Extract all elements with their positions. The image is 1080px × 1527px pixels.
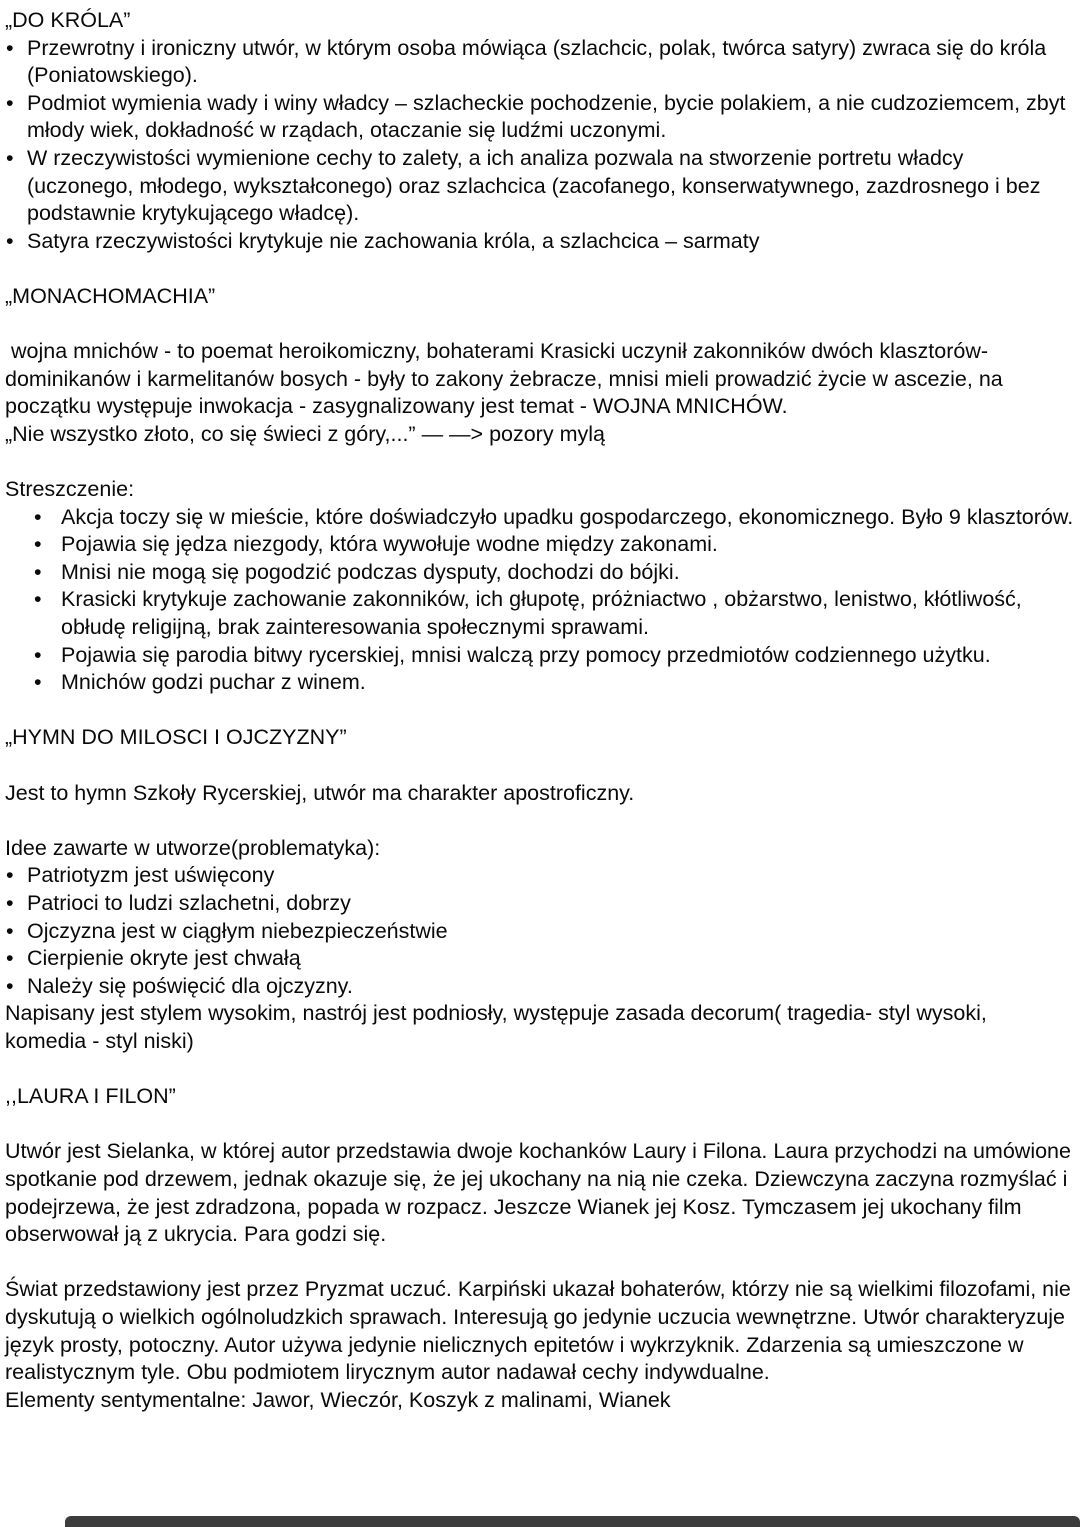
bullet-marker-icon: •: [6, 891, 14, 915]
section-heading: „HYMN DO MILOSCI I OJCZYZNY”: [5, 725, 347, 750]
blank-line: [5, 1111, 1074, 1139]
item-text: Cierpienie okryte jest chwałą: [27, 946, 301, 971]
bullet-marker-icon: •: [6, 918, 14, 943]
bullet-marker-icon: •: [34, 532, 42, 557]
paragraph: Utwór jest Sielanka, w której autor przedstawia dwoje kochanków Laury i Filona. Laura przychodzi na umówione spotkanie pod drzewem, jednak okazuje się, że jej ukochany na nią nie czeka. Dziewczyna zaczyna rozmyślać i podejrzewa, że jest zdradzona, popada w rozpacz. Jeszcze Wianek jej Kosz. Tymczasem jej ukochany film obserwował ją z ukrycia. Para godzi się.: [5, 1139, 1077, 1247]
item-text: Ojczyzna jest w ciągłym niebezpieczeństwie: [27, 918, 448, 943]
bullet-item: [5, 862, 1074, 890]
blank-line: [5, 1249, 1074, 1277]
item-text: Pojawia się parodia bitwy rycerskiej, mnisi walczą przy pomocy przedmiotów codziennego użytku.: [61, 642, 991, 667]
item-text: Przewrotny i ironiczny utwór, w którym osoba mówiąca (szlachcic, polak, twórca satyry) zwraca się do króla (Poniatowskiego).: [27, 35, 1053, 88]
paragraph: Elementy sentymentalne: Jawor, Wieczór, Koszyk z malinami, Wianek: [5, 1387, 671, 1412]
item-text: Patrioci to ludzi szlachetni, dobrzy: [27, 891, 351, 915]
item-text: Mnichów godzi puchar z winem.: [61, 670, 366, 695]
bullet-marker-icon: •: [6, 35, 14, 60]
item-text: Patriotyzm jest uświęcony: [27, 863, 275, 888]
list-item: [5, 586, 1074, 641]
paragraph: „Nie wszystko złoto, co się świeci z góry,...” — —> pozory mylą: [5, 421, 605, 446]
bullet-marker-icon: •: [6, 863, 14, 888]
bullet-marker-icon: •: [6, 228, 14, 253]
list-item: [5, 531, 1074, 559]
item-text: Mnisi nie mogą się pogodzić podczas dysputy, dochodzi do bójki.: [61, 559, 680, 584]
bullet-marker-icon: •: [34, 587, 42, 612]
section-heading: „MONACHOMACHIA”: [5, 283, 216, 308]
item-text: Satyra rzeczywistości krytykuje nie zachowania króla, a szlachcica – sarmaty: [27, 228, 760, 253]
bottom-bar: [65, 1516, 1080, 1527]
bullet-marker-icon: •: [6, 973, 14, 998]
item-text: Należy się poświęcić dla ojczyzny.: [27, 973, 353, 998]
bullet-marker-icon: •: [34, 559, 42, 584]
list-item: [5, 642, 1074, 670]
item-text: Podmiot wymienia wady i winy władcy – szlacheckie pochodzenie, bycie polakiem, a nie cudzoziemcem, zbyt młody wiek, dokładność w rządach, otaczanie się ludźmi uczonymi.: [27, 90, 1072, 143]
bullet-marker-icon: •: [34, 642, 42, 667]
blank-line: [5, 1056, 1074, 1084]
item-text: W rzeczywistości wymienione cechy to zalety, a ich analiza pozwala na stworzenie portretu władcy (uczonego, młodego, wykształconego) oraz szlachcica (zacofanego, konserwatywnego, zazdrosnego i bez podstawnie krytykującego władcę).: [27, 145, 1047, 226]
blank-line: [5, 697, 1074, 725]
blank-line: [5, 752, 1074, 780]
list-item: [5, 504, 1074, 532]
bullet-marker-icon: •: [34, 504, 42, 529]
paragraph: Idee zawarte w utworze(problematyka):: [5, 835, 381, 860]
bullet-item: [5, 90, 1074, 145]
item-text: Akcja toczy się w mieście, które doświadczyło upadku gospodarczego, ekonomicznego. Było 9 klasztorów.: [61, 504, 1074, 529]
bullet-marker-icon: •: [6, 145, 14, 170]
paragraph: Napisany jest stylem wysokim, nastrój jest podniosły, występuje zasada decorum( tragedia- styl wysoki, komedia - styl niski): [5, 1001, 993, 1053]
list-item: [5, 559, 1074, 587]
bullet-item: [5, 890, 1074, 918]
bullet-item: [5, 35, 1074, 90]
bullet-item: [5, 918, 1074, 946]
bullet-item: [5, 228, 1074, 256]
blank-line: [5, 807, 1074, 835]
paragraph: Streszczenie:: [5, 477, 135, 502]
bullet-marker-icon: •: [6, 90, 14, 115]
list-item: [5, 669, 1074, 697]
blank-line: [5, 255, 1074, 283]
bullet-marker-icon: •: [6, 946, 14, 971]
blank-line: [5, 449, 1074, 477]
blank-line: [5, 311, 1074, 339]
paragraph: Świat przedstawiony jest przez Pryzmat uczuć. Karpiński ukazał bohaterów, którzy nie są wielkimi filozofami, nie dyskutują o wielkich ogólnoludzkich sprawach. Interesują go jedynie uczucia wewnętrzne. Utwór charakteryzuje język prosty, potoczny. Autor używa jedynie nielicznych epitetów i wykrzyknik. Zdarzenia są umieszczone w realistycznym tyle. Obu podmiotem lirycznym autor nadawał cechy indywdualne.: [5, 1277, 1077, 1385]
bullet-marker-icon: •: [34, 670, 42, 695]
bullet-item: [5, 145, 1074, 228]
paragraph: wojna mnichów - to poemat heroikomiczny, bohaterami Krasicki uczynił zakonników dwóch klasztorów- dominikanów i karmelitanów bosych - były to zakony żebracze, mnisi mieli prowadzić życie w ascezie, na początku występuje inwokacja - zasygnalizowany jest temat - WOJNA MNICHÓW.: [5, 339, 1009, 419]
bullet-item: [5, 973, 1074, 1001]
bullet-item: [5, 945, 1074, 973]
section-heading: ,,LAURA I FILON”: [5, 1084, 176, 1109]
paragraph: Jest to hymn Szkoły Rycerskiej, utwór ma charakter apostroficzny.: [5, 780, 635, 805]
item-text: Pojawia się jędza niezgody, która wywołuje wodne między zakonami.: [61, 532, 718, 557]
item-text: Krasicki krytykuje zachowanie zakonników, ich głupotę, próżniactwo , obżarstwo, lenistwo, kłótliwość, obłudę religijną, brak zainteresowania społecznymi sprawami.: [61, 587, 1028, 640]
section-heading: „DO KRÓLA”: [5, 8, 131, 32]
